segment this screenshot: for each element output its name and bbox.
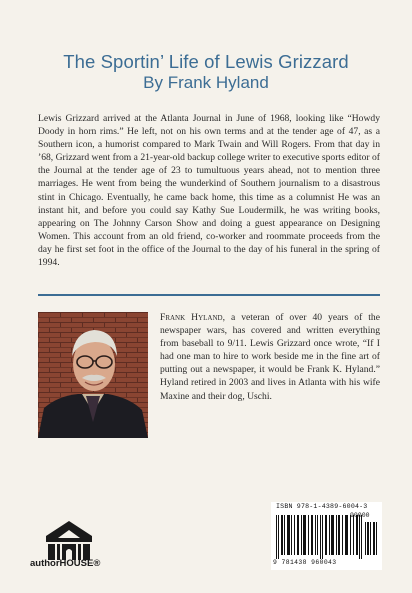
barcode-number: 9 781438 960043 [273,559,337,566]
section-divider [38,294,380,296]
author-bio [160,311,380,403]
book-author: By Frank Hyland [143,73,269,92]
isbn-label: ISBN 978-1-4389-6004-3 [276,503,368,510]
publisher-name: authorHOUSE® [30,558,101,569]
book-title: The Sportin’ Life of Lewis Grizzard [63,51,349,72]
blurb-paragraph: Lewis Grizzard arrived at the Atlanta Journal in June of 1968, looking like “Howdy Doody in horn rims.” He left, not on his own terms and at the tender age of 47, as a Southern icon, a humorist compared to Mark Twain and Will Rogers. From that day in ’68, Grizzard went from a 21-year-old backup college writer to executive sports editor of the Journal at the tender age of 23 to tumultuous years ahead, not to mention three marriages. He went from being the wunderkind of Southern journalism to a disastrous stint in Chicago. Eventually, he came back home, this time as a columnist He was an instant hit, and before you could say Kathy Sue Loudermilk, he was writing books, appearing on The Johnny Carson Show and doing a guest appearance on Designing Women. This account from an old friend, co-worker and roommate proceeds from the day he first set foot in the office of the Journal to the day of his funeral in the spring of 1994. [38,113,380,269]
bio-author-name: Frank Hyland [160,312,223,323]
bio-text: , a veteran of over 40 years of the newspaper wars, has covered and written everything from baseball to 9/11. Lewis Grizzard once wrote, “If I had one man to hire to work beside me in the fine art of putting out a newspaper, it would be Frank K. Hyland.” Hyland retired in 2003 and lives in Atlanta with his wife Maxine and their dog, Uschi. [160,312,380,402]
authorhouse-logo-icon [38,518,100,562]
author-photo [38,312,148,438]
price-code: 90000 [350,512,370,519]
